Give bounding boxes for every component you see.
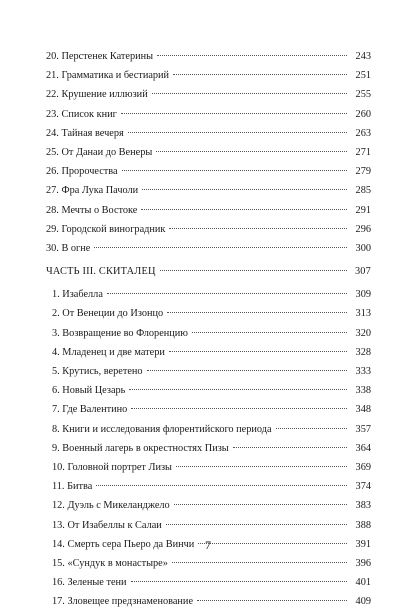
toc-entry-title: 2. От Венеции до Изонцо (52, 308, 164, 320)
toc-entry-page: 338 (355, 385, 371, 397)
toc-entry-title: 17. Зловещее предзнаменование (52, 596, 194, 608)
toc-entry-page: 243 (355, 51, 371, 62)
toc-entry-page: 357 (355, 423, 371, 435)
toc-entry (46, 239, 371, 258)
toc-entry-page: 255 (355, 89, 371, 101)
toc-entry-title: 20. Перстенек Катерины (46, 51, 154, 62)
toc-entry (46, 573, 371, 592)
part-page-number: 307 (354, 266, 371, 278)
dot-leader (174, 504, 347, 505)
dot-leader (121, 113, 347, 114)
page-number: 7 (205, 538, 211, 552)
toc-entry-title: 22. Крушение иллюзий (46, 89, 148, 101)
toc-entry (46, 516, 371, 535)
toc-entry-title: 9. Военный лагерь в окрестностях Пизы (52, 442, 229, 454)
toc-entry-page: 396 (355, 557, 371, 569)
toc-chapters-part-iii (46, 285, 371, 611)
toc-entry-title: 8. Книги и исследования флорентийского периода (52, 423, 272, 435)
dot-leader (107, 293, 347, 294)
dot-leader (128, 132, 347, 133)
toc-entry-page: 291 (355, 204, 371, 216)
toc-entry-page: 285 (355, 185, 371, 197)
toc-entry-page: 296 (355, 223, 371, 235)
toc-entry-title: 10. Головной портрет Лизы (52, 461, 172, 473)
dot-leader (172, 562, 347, 563)
toc-entry (46, 143, 371, 162)
toc-entry-page: 320 (355, 327, 371, 339)
toc-entry (46, 343, 371, 362)
toc-entry-page: 271 (355, 146, 371, 158)
toc-entry (46, 201, 371, 220)
toc-entry (46, 362, 371, 381)
dot-leader (131, 408, 347, 409)
dot-leader (173, 74, 347, 75)
toc-entry-title: 28. Мечты о Востоке (46, 204, 138, 216)
toc-entry-page: 260 (355, 108, 371, 120)
dot-leader (96, 485, 347, 486)
toc-entry-title: 25. От Данаи до Венеры (46, 146, 153, 158)
dot-leader (156, 151, 347, 152)
dot-leader (131, 581, 347, 582)
dot-leader (166, 524, 347, 525)
dot-leader (141, 209, 347, 210)
dot-leader (157, 55, 347, 56)
toc-entry-title: 3. Возвращение во Флоренцию (52, 327, 188, 339)
dot-leader (94, 247, 347, 248)
toc-entry-title: 27. Фра Лука Пачоли (46, 185, 139, 197)
dot-leader (169, 351, 347, 352)
toc-entry-title: 24. Тайная вечеря (46, 127, 124, 139)
toc-entry (46, 85, 371, 104)
toc-entry (46, 181, 371, 200)
toc-entry (46, 124, 371, 143)
toc-entry-page: 263 (355, 127, 371, 139)
toc-entry-page: 279 (355, 166, 371, 178)
toc-entry-title: 23. Список книг (46, 108, 117, 120)
dot-leader (197, 600, 347, 601)
toc-entry-title: 30. В огне (46, 242, 91, 254)
table-of-contents (46, 47, 371, 611)
toc-entry (46, 458, 371, 477)
toc-entry (46, 285, 371, 304)
toc-entry-title: 13. От Изабеллы к Салаи (52, 519, 162, 531)
toc-entry-title: 12. Дуэль с Микеланджело (52, 500, 170, 512)
dot-leader (122, 170, 347, 171)
toc-entry-title: 21. Грамматика и бестиарий (46, 70, 170, 82)
toc-chapters-part-ii (46, 47, 371, 258)
toc-entry-page: 300 (355, 242, 371, 254)
dot-leader (233, 447, 347, 448)
toc-entry-title: 5. Крутись, веретено (52, 366, 143, 377)
toc-entry-page: 391 (355, 538, 371, 550)
part-title: ЧАСТЬ III. СКИТАЛЕЦ (46, 266, 156, 278)
toc-entry-title: 11. Битва (52, 481, 93, 493)
toc-entry-title: 14. Смерть сера Пьеро да Винчи (52, 538, 195, 550)
toc-entry-page: 401 (355, 577, 371, 589)
toc-entry-page: 328 (355, 346, 371, 358)
toc-entry-page: 364 (355, 442, 371, 454)
toc-entry-title: 15. «Сундук в монастыре» (52, 557, 168, 569)
toc-entry (46, 381, 371, 400)
dot-leader (147, 370, 347, 371)
toc-entry (46, 162, 371, 181)
toc-entry-page: 409 (355, 596, 371, 608)
toc-entry-page: 374 (355, 481, 371, 493)
toc-part-heading (46, 262, 371, 281)
toc-entry-title: 26. Пророчества (46, 166, 118, 178)
toc-entry (46, 220, 371, 239)
dot-leader (152, 93, 347, 94)
toc-entry-page: 309 (355, 289, 371, 301)
dot-leader (129, 389, 347, 390)
toc-entry-title: 4. Младенец и две матери (52, 346, 165, 358)
toc-entry (46, 66, 371, 85)
toc-entry-title: 29. Городской виноградник (46, 223, 166, 235)
toc-entry (46, 439, 371, 458)
toc-entry-page: 348 (355, 404, 371, 416)
toc-entry (46, 554, 371, 573)
dot-leader (142, 189, 347, 190)
toc-entry-page: 383 (355, 500, 371, 512)
dot-leader (276, 428, 347, 429)
toc-entry (46, 420, 371, 439)
dot-leader (176, 466, 347, 467)
toc-entry (46, 496, 371, 515)
toc-entry-page: 313 (355, 308, 371, 320)
toc-entry-page: 369 (355, 461, 371, 473)
toc-entry (46, 592, 371, 611)
dot-leader (192, 332, 347, 333)
toc-entry (46, 400, 371, 419)
toc-entry-title: 16. Зеленые тени (52, 577, 127, 589)
dot-leader (169, 228, 347, 229)
dot-leader (167, 312, 347, 313)
toc-entry-title: 6. Новый Цезарь (52, 385, 126, 397)
dot-leader (160, 270, 347, 271)
toc-entry-page: 388 (355, 519, 371, 531)
toc-entry-title: 1. Изабелла (52, 289, 103, 301)
toc-entry-page: 251 (355, 70, 371, 82)
toc-entry (46, 105, 371, 124)
toc-entry (46, 304, 371, 323)
toc-entry-page: 333 (355, 366, 371, 377)
toc-entry (46, 47, 371, 66)
toc-entry (46, 324, 371, 343)
toc-entry (46, 477, 371, 496)
toc-entry-title: 7. Где Валентино (52, 404, 128, 416)
